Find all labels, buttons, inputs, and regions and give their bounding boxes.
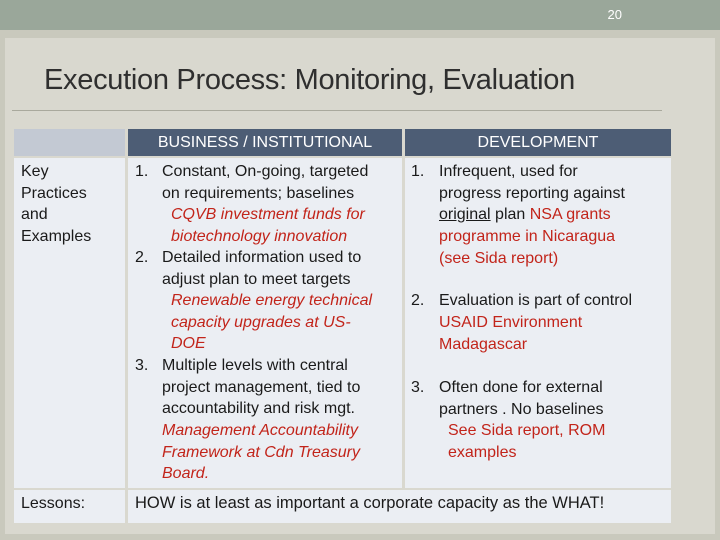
development-item-3-example: See Sida report, ROM examples (448, 422, 606, 461)
lessons-text: HOW is at least as important a corporate capacity as the WHAT! (135, 494, 605, 512)
business-item-2-example: Renewable energy technical capacity upgrades at US- DOE (171, 292, 373, 353)
business-item-1: Constant, On-going, targeted on requirements; baselines (162, 163, 369, 202)
header-development: DEVELOPMENT (405, 129, 671, 156)
business-item-1-number: 1. (135, 163, 149, 180)
row-label: Key Practices and Examples (21, 163, 92, 245)
business-item-3: Multiple levels with central project management, tied to accountability and risk mgt. (162, 357, 361, 418)
header-business: BUSINESS / INSTITUTIONAL (128, 129, 402, 156)
business-item-2: Detailed information used to adjust plan to meet targets (162, 249, 362, 288)
development-item-1: Infrequent, used for progress reporting against original plan NSA grants (439, 163, 625, 224)
business-item-3-example: Management Accountability Framework at Cdn Treasury Board. (162, 422, 360, 483)
development-item-2-number: 2. (411, 292, 425, 309)
business-item-1-example: CQVB investment funds for biotechnology innovation (171, 206, 365, 245)
business-item-3-number: 3. (135, 357, 149, 374)
slide-title: Execution Process: Monitoring, Evaluation (44, 64, 575, 96)
development-item-1-example: programme in Nicaragua (see Sida report) (439, 228, 616, 267)
business-item-2-number: 2. (135, 249, 149, 266)
underlined-original: original (439, 206, 491, 224)
development-item-3: Often done for external partners . No baselines (439, 379, 604, 418)
title-divider (12, 110, 662, 111)
header-empty-cell (14, 129, 125, 156)
development-item-1-number: 1. (411, 163, 425, 180)
slide-number: 20 (607, 7, 622, 22)
development-item-3-number: 3. (411, 379, 425, 396)
lessons-label: Lessons: (21, 495, 86, 512)
development-item-2-example: USAID Environment Madagascar (439, 314, 583, 353)
development-item-2: Evaluation is part of control (439, 292, 632, 309)
